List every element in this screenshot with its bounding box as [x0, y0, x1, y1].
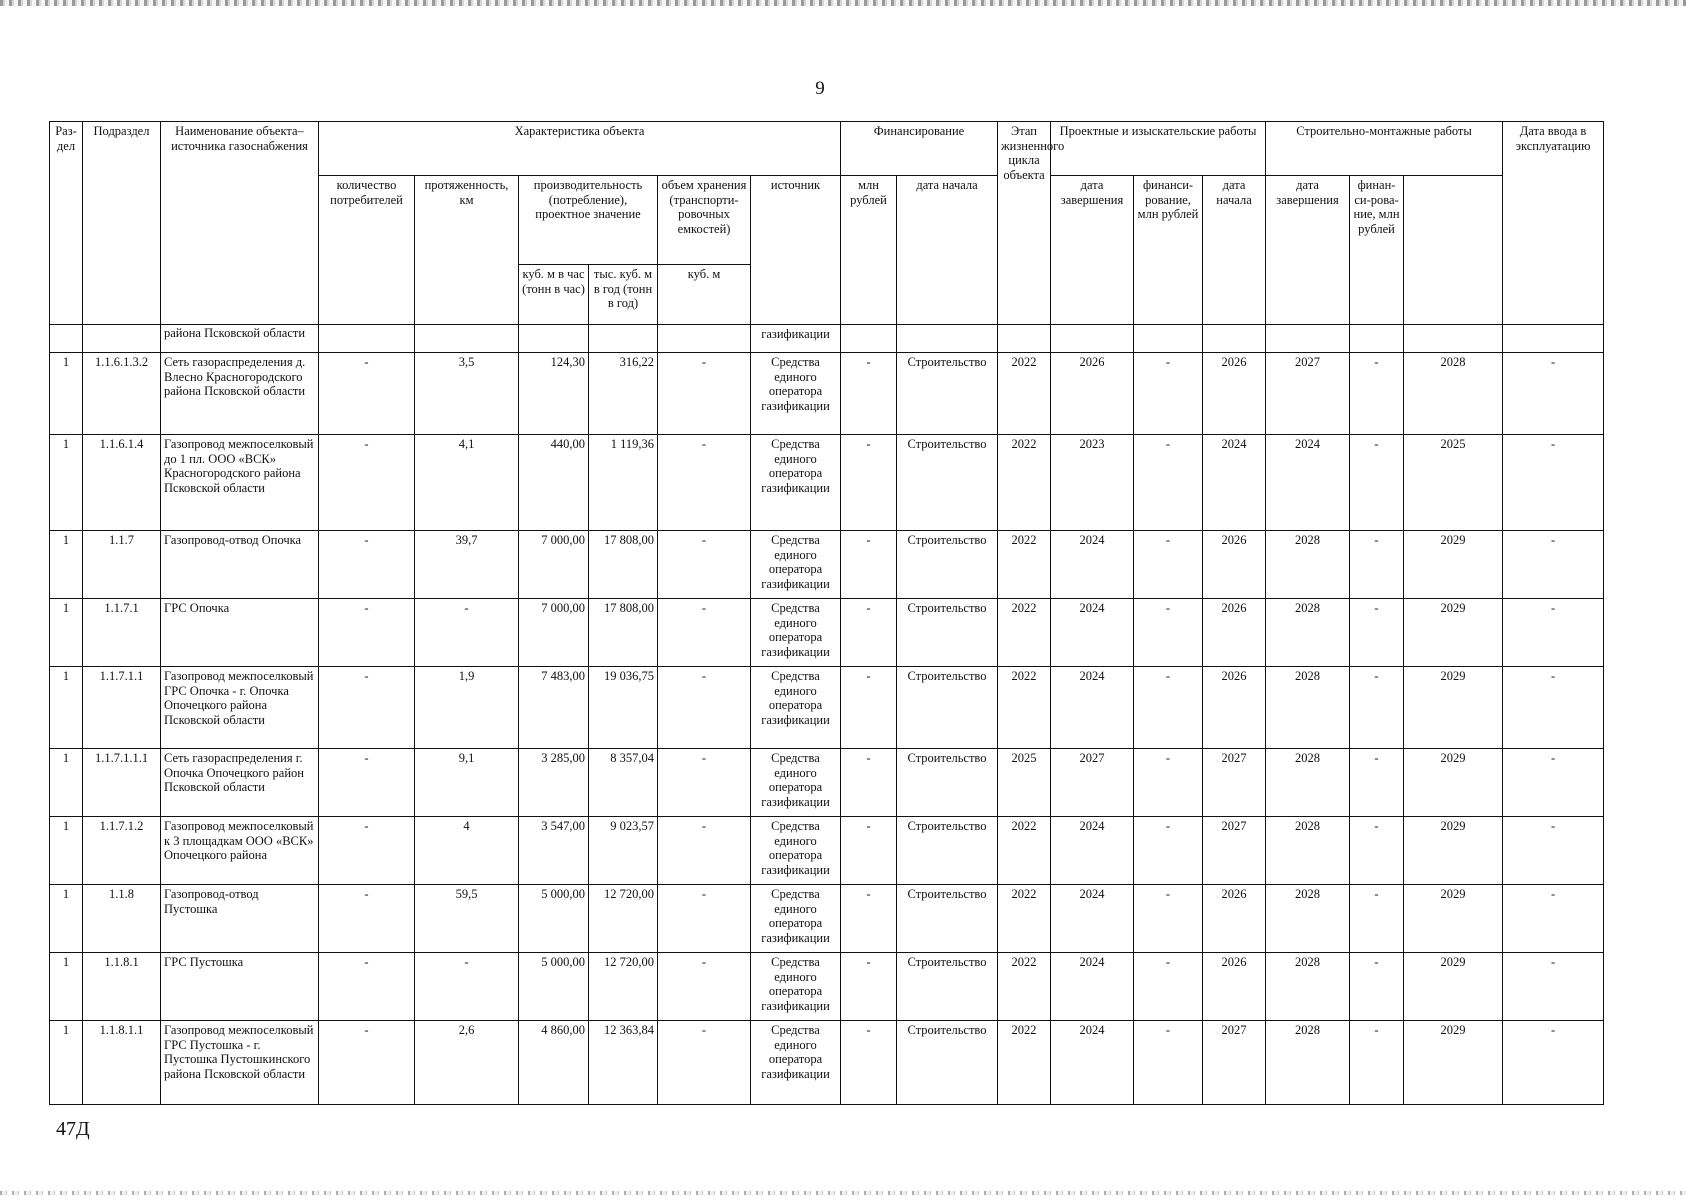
- cell-commissioning: 2029: [1404, 953, 1503, 1021]
- header-name: Наименование объекта–источника газоснабжения: [161, 122, 319, 325]
- cell-design-end: 2023: [1051, 435, 1134, 531]
- cell-construction-end: 2028: [1266, 667, 1350, 749]
- cell-design-end: 2024: [1051, 599, 1134, 667]
- cell-stage: Строительство: [897, 353, 998, 435]
- cell-length: 4,1: [415, 435, 519, 531]
- cell-length: 1,9: [415, 667, 519, 749]
- header-length-km: протяженность, км: [415, 176, 519, 325]
- cell-storage: -: [658, 817, 751, 885]
- cell-section: 1: [50, 435, 83, 531]
- cell-per-hour: 7 000,00: [519, 599, 589, 667]
- cell-source: Средства единого оператора газификации: [751, 599, 841, 667]
- table-row: [50, 435, 1604, 531]
- cell-length: -: [415, 599, 519, 667]
- cell-storage: -: [658, 885, 751, 953]
- cell-name: ГРС Опочка: [161, 599, 319, 667]
- header-characteristics: Характеристика объекта: [319, 122, 841, 176]
- cell-construction-financing: -: [1350, 667, 1404, 749]
- cell-per-hour: 124,30: [519, 353, 589, 435]
- cell-stage: Строительство: [897, 1021, 998, 1105]
- cell-subsection: 1.1.8: [83, 885, 161, 953]
- header-commissioning-date: Дата ввода в эксплуатацию: [1503, 122, 1604, 325]
- header-consumers-count: количество потребителей: [319, 176, 415, 325]
- cell-source: Средства единого оператора газификации: [751, 435, 841, 531]
- cell-per-hour: 7 000,00: [519, 531, 589, 599]
- header-design-end: дата завершения: [1051, 176, 1134, 325]
- cell-construction-end: 2028: [1266, 1021, 1350, 1105]
- cell-name: Сеть газораспределения г. Опочка Опочецкого район Псковской области: [161, 749, 319, 817]
- cell-design-financing: -: [1134, 817, 1203, 885]
- cell-construction-financing: -: [1350, 599, 1404, 667]
- cell-per-year: 12 363,84: [589, 1021, 658, 1105]
- cell-per-hour: 4 860,00: [519, 1021, 589, 1105]
- cell-consumer-group: -: [1503, 1021, 1604, 1105]
- cell-per-hour: 5 000,00: [519, 953, 589, 1021]
- gas-supply-table: [49, 121, 1604, 1105]
- cell-source: Средства единого оператора газификации: [751, 885, 841, 953]
- cell-construction-start: 2024: [1203, 435, 1266, 531]
- cell-design-start: 2022: [998, 353, 1051, 435]
- cell-storage: -: [658, 667, 751, 749]
- cell-construction-financing: -: [1350, 885, 1404, 953]
- cell-mln-rub: -: [841, 667, 897, 749]
- cell-mln-rub: -: [841, 817, 897, 885]
- cell-construction-end: 2028: [1266, 749, 1350, 817]
- cell-design-financing: -: [1134, 953, 1203, 1021]
- cell-per-year: 19 036,75: [589, 667, 658, 749]
- cell-storage: -: [658, 531, 751, 599]
- cell-section: 1: [50, 353, 83, 435]
- header-mln-rub: млн рублей: [841, 176, 897, 325]
- cell-design-start: 2022: [998, 1021, 1051, 1105]
- header-cubic-m: куб. м: [658, 265, 751, 325]
- cell-design-start: 2022: [998, 599, 1051, 667]
- cell-design-financing: -: [1134, 667, 1203, 749]
- cell-commissioning: 2029: [1404, 817, 1503, 885]
- cell-commissioning: 2028: [1404, 353, 1503, 435]
- cell-construction-start: 2026: [1203, 531, 1266, 599]
- cell-design-financing: -: [1134, 885, 1203, 953]
- cell-subsection: 1.1.7.1.1: [83, 667, 161, 749]
- cell-subsection: 1.1.7.1: [83, 599, 161, 667]
- cell-design-financing: -: [1134, 435, 1203, 531]
- cell-length: 3,5: [415, 353, 519, 435]
- header-financing: Финансирование: [841, 122, 998, 176]
- cell-per-year: 9 023,57: [589, 817, 658, 885]
- table-row: [50, 953, 1604, 1021]
- cell-subsection: 1.1.8.1.1: [83, 1021, 161, 1105]
- cell-source: Средства единого оператора газификации: [751, 953, 841, 1021]
- cell-consumer-group: -: [1503, 817, 1604, 885]
- cell-design-financing: -: [1134, 531, 1203, 599]
- header-construction-end: дата завершения: [1266, 176, 1350, 325]
- header-construction-works: Строительно-монтажные работы: [1266, 122, 1503, 176]
- cell-source: Средства единого оператора газификации: [751, 1021, 841, 1105]
- cell-length: -: [415, 953, 519, 1021]
- cell-name: Газопровод межпоселковый ГРС Опочка - г. Опочка Опочецкого района Псковской области: [161, 667, 319, 749]
- cell-design-end: 2024: [1051, 1021, 1134, 1105]
- cell-consumers: -: [319, 749, 415, 817]
- cell-consumer-group: -: [1503, 599, 1604, 667]
- cell-subsection: 1.1.7.1.1.1: [83, 749, 161, 817]
- table-row: [50, 1021, 1604, 1105]
- cell-section: 1: [50, 817, 83, 885]
- cell-construction-financing: -: [1350, 353, 1404, 435]
- cell-mln-rub: -: [841, 885, 897, 953]
- continuation-name: района Псковской области: [161, 325, 319, 353]
- table-row: [50, 885, 1604, 953]
- cell-per-year: 17 808,00: [589, 599, 658, 667]
- cell-per-year: 1 119,36: [589, 435, 658, 531]
- cell-subsection: 1.1.7: [83, 531, 161, 599]
- cell-length: 39,7: [415, 531, 519, 599]
- cell-consumers: -: [319, 1021, 415, 1105]
- header-lifecycle-stage: Этап жизненного цикла объекта: [998, 122, 1051, 325]
- table-row: [50, 531, 1604, 599]
- cell-construction-start: 2027: [1203, 817, 1266, 885]
- cell-stage: Строительство: [897, 953, 998, 1021]
- header-storage-volume: объем хранения (транспорти-ровочных емкостей): [658, 176, 751, 265]
- header-design-start: дата начала: [897, 176, 998, 325]
- cell-length: 9,1: [415, 749, 519, 817]
- header-cubic-per-hour: куб. м в час (тонн в час): [519, 265, 589, 325]
- table-row: [50, 353, 1604, 435]
- cell-commissioning: 2029: [1404, 667, 1503, 749]
- cell-construction-start: 2026: [1203, 953, 1266, 1021]
- cell-design-end: 2024: [1051, 953, 1134, 1021]
- cell-subsection: 1.1.8.1: [83, 953, 161, 1021]
- cell-name: Газопровод межпоселковый ГРС Пустошка - г. Пустошка Пустошкинского района Псковской области: [161, 1021, 319, 1105]
- cell-section: 1: [50, 953, 83, 1021]
- cell-design-end: 2026: [1051, 353, 1134, 435]
- cell-name: Сеть газораспределения д. Влесно Красногородского района Псковской области: [161, 353, 319, 435]
- cell-construction-start: 2027: [1203, 749, 1266, 817]
- cell-name: Газопровод-отвод Опочка: [161, 531, 319, 599]
- cell-design-end: 2024: [1051, 885, 1134, 953]
- cell-construction-start: 2026: [1203, 667, 1266, 749]
- header-design-works: Проектные и изыскательские работы: [1051, 122, 1266, 176]
- cell-storage: -: [658, 435, 751, 531]
- cell-commissioning: 2029: [1404, 1021, 1503, 1105]
- cell-design-start: 2022: [998, 885, 1051, 953]
- cell-design-end: 2027: [1051, 749, 1134, 817]
- cell-source: Средства единого оператора газификации: [751, 749, 841, 817]
- cell-source: Средства единого оператора газификации: [751, 667, 841, 749]
- continuation-row: [50, 325, 1604, 353]
- header-construction-start: дата начала: [1203, 176, 1266, 325]
- continuation-source: газификации: [751, 325, 841, 353]
- cell-consumer-group: -: [1503, 435, 1604, 531]
- cell-design-financing: -: [1134, 749, 1203, 817]
- cell-per-hour: 7 483,00: [519, 667, 589, 749]
- cell-construction-end: 2028: [1266, 531, 1350, 599]
- cell-commissioning: 2029: [1404, 599, 1503, 667]
- cell-per-hour: 5 000,00: [519, 885, 589, 953]
- cell-mln-rub: -: [841, 599, 897, 667]
- cell-stage: Строительство: [897, 531, 998, 599]
- cell-construction-end: 2028: [1266, 599, 1350, 667]
- header-capacity: производительность (потребление), проектное значение: [519, 176, 658, 265]
- cell-consumer-group: -: [1503, 885, 1604, 953]
- cell-length: 2,6: [415, 1021, 519, 1105]
- cell-subsection: 1.1.6.1.4: [83, 435, 161, 531]
- cell-stage: Строительство: [897, 599, 998, 667]
- cell-stage: Строительство: [897, 885, 998, 953]
- table-row: [50, 667, 1604, 749]
- header-design-financing: финанси-рование, млн рублей: [1134, 176, 1203, 325]
- cell-per-year: 12 720,00: [589, 885, 658, 953]
- cell-construction-financing: -: [1350, 1021, 1404, 1105]
- cell-construction-end: 2027: [1266, 353, 1350, 435]
- table-row: [50, 599, 1604, 667]
- cell-construction-start: 2026: [1203, 599, 1266, 667]
- cell-construction-financing: -: [1350, 817, 1404, 885]
- cell-per-year: 316,22: [589, 353, 658, 435]
- cell-design-end: 2024: [1051, 667, 1134, 749]
- header-thousand-cubic-per-year: тыс. куб. м в год (тонн в год): [589, 265, 658, 325]
- cell-per-hour: 440,00: [519, 435, 589, 531]
- cell-consumers: -: [319, 599, 415, 667]
- cell-section: 1: [50, 1021, 83, 1105]
- cell-design-financing: -: [1134, 353, 1203, 435]
- cell-commissioning: 2029: [1404, 531, 1503, 599]
- cell-section: 1: [50, 599, 83, 667]
- cell-name: ГРС Пустошка: [161, 953, 319, 1021]
- cell-subsection: 1.1.6.1.3.2: [83, 353, 161, 435]
- cell-mln-rub: -: [841, 353, 897, 435]
- header-section: Раз- дел: [50, 122, 83, 325]
- cell-construction-financing: -: [1350, 531, 1404, 599]
- cell-commissioning: 2029: [1404, 885, 1503, 953]
- cell-name: Газопровод межпоселковый до 1 пл. ООО «ВСК» Красногородского района Псковской области: [161, 435, 319, 531]
- cell-storage: -: [658, 599, 751, 667]
- cell-section: 1: [50, 667, 83, 749]
- cell-consumers: -: [319, 885, 415, 953]
- cell-subsection: 1.1.7.1.2: [83, 817, 161, 885]
- table-body: [50, 325, 1604, 1105]
- cell-length: 4: [415, 817, 519, 885]
- cell-stage: Строительство: [897, 435, 998, 531]
- cell-mln-rub: -: [841, 435, 897, 531]
- cell-storage: -: [658, 749, 751, 817]
- cell-consumers: -: [319, 353, 415, 435]
- table-row: [50, 749, 1604, 817]
- cell-commissioning: 2025: [1404, 435, 1503, 531]
- page-number: 9: [815, 78, 825, 99]
- cell-section: 1: [50, 885, 83, 953]
- cell-source: Средства единого оператора газификации: [751, 817, 841, 885]
- cell-consumers: -: [319, 817, 415, 885]
- cell-design-end: 2024: [1051, 817, 1134, 885]
- cell-mln-rub: -: [841, 953, 897, 1021]
- cell-stage: Строительство: [897, 817, 998, 885]
- cell-design-start: 2025: [998, 749, 1051, 817]
- cell-consumers: -: [319, 953, 415, 1021]
- cell-stage: Строительство: [897, 667, 998, 749]
- cell-per-hour: 3 285,00: [519, 749, 589, 817]
- cell-storage: -: [658, 1021, 751, 1105]
- cell-name: Газопровод межпоселковый к 3 площадкам ООО «ВСК» Опочецкого района: [161, 817, 319, 885]
- cell-design-financing: -: [1134, 1021, 1203, 1105]
- cell-consumer-group: -: [1503, 531, 1604, 599]
- cell-construction-financing: -: [1350, 953, 1404, 1021]
- cell-consumer-group: -: [1503, 749, 1604, 817]
- cell-per-year: 8 357,04: [589, 749, 658, 817]
- cell-consumer-group: -: [1503, 353, 1604, 435]
- cell-construction-end: 2028: [1266, 953, 1350, 1021]
- cell-design-financing: -: [1134, 599, 1203, 667]
- cell-per-year: 17 808,00: [589, 531, 658, 599]
- cell-source: Средства единого оператора газификации: [751, 531, 841, 599]
- cell-consumer-group: -: [1503, 953, 1604, 1021]
- cell-design-start: 2022: [998, 817, 1051, 885]
- cell-mln-rub: -: [841, 531, 897, 599]
- cell-construction-start: 2026: [1203, 353, 1266, 435]
- cell-consumer-group: -: [1503, 667, 1604, 749]
- cell-construction-start: 2027: [1203, 1021, 1266, 1105]
- cell-name: Газопровод-отвод Пустошка: [161, 885, 319, 953]
- cell-section: 1: [50, 749, 83, 817]
- cell-mln-rub: -: [841, 1021, 897, 1105]
- cell-construction-start: 2026: [1203, 885, 1266, 953]
- cell-storage: -: [658, 353, 751, 435]
- header-construction-financing: финан-си-рова-ние, млн рублей: [1350, 176, 1404, 325]
- cell-design-start: 2022: [998, 953, 1051, 1021]
- cell-design-end: 2024: [1051, 531, 1134, 599]
- cell-construction-financing: -: [1350, 435, 1404, 531]
- header-source: источник: [751, 176, 841, 325]
- cell-construction-end: 2028: [1266, 817, 1350, 885]
- cell-per-hour: 3 547,00: [519, 817, 589, 885]
- cell-mln-rub: -: [841, 749, 897, 817]
- cell-section: 1: [50, 531, 83, 599]
- cell-consumers: -: [319, 435, 415, 531]
- cell-consumers: -: [319, 667, 415, 749]
- cell-length: 59,5: [415, 885, 519, 953]
- cell-design-start: 2022: [998, 435, 1051, 531]
- cell-source: Средства единого оператора газификации: [751, 353, 841, 435]
- cell-design-start: 2022: [998, 667, 1051, 749]
- header-subsection: Подраздел: [83, 122, 161, 325]
- cell-construction-end: 2028: [1266, 885, 1350, 953]
- cell-commissioning: 2029: [1404, 749, 1503, 817]
- table-row: [50, 817, 1604, 885]
- cell-storage: -: [658, 953, 751, 1021]
- scan-edge-bottom: [0, 1191, 1686, 1195]
- cell-per-year: 12 720,00: [589, 953, 658, 1021]
- cell-stage: Строительство: [897, 749, 998, 817]
- cell-construction-financing: -: [1350, 749, 1404, 817]
- scan-edge-top: [0, 0, 1686, 6]
- cell-design-start: 2022: [998, 531, 1051, 599]
- cell-construction-end: 2024: [1266, 435, 1350, 531]
- footer-code: 47Д: [56, 1118, 90, 1140]
- cell-consumers: -: [319, 531, 415, 599]
